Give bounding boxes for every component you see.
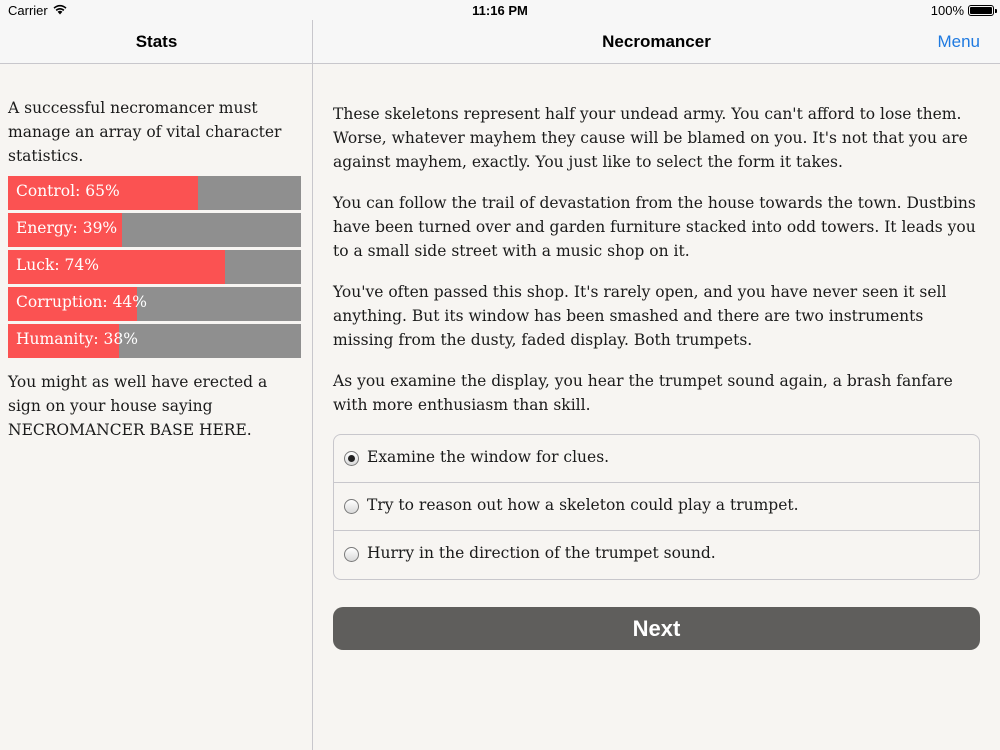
stats-intro: A successful necromancer must manage an array of vital character statistics. (8, 99, 282, 165)
stat-label: Corruption: 44% (16, 293, 148, 311)
page-title: Necromancer (602, 32, 711, 51)
clock: 11:16 PM (472, 3, 528, 18)
stat-label: Luck: 74% (16, 256, 99, 274)
radio-button-icon[interactable] (344, 499, 359, 514)
stat-label: Humanity: 38% (16, 330, 138, 348)
battery-icon (968, 5, 994, 16)
stats-sidebar (0, 65, 312, 750)
stat-bar-corruption (8, 287, 301, 321)
stat-bar-luck (8, 250, 301, 284)
next-button[interactable]: Next (333, 607, 980, 650)
story-pane (313, 65, 1000, 750)
choice-option[interactable] (334, 435, 979, 483)
sidebar-nav-bar (0, 20, 313, 64)
sidebar-title: Stats (135, 32, 178, 51)
stat-label: Control: 65% (16, 182, 120, 200)
choice-label[interactable]: Try to reason out how a skeleton could play a trumpet. (367, 496, 799, 514)
stat-bar-humanity (8, 324, 301, 358)
story-paragraph: You've often passed this shop. It's rarely open, and you have never seen it sell anything. But its window has been smashed and there are two instruments missing from the dusty, faded display. Both trumpets. (333, 283, 947, 349)
stats-outro: You might as well have erected a sign on your house saying NECROMANCER BASE HERE. (8, 373, 268, 439)
radio-button-icon[interactable] (344, 451, 359, 466)
story-paragraph: You can follow the trail of devastation from the house towards the town. Dustbins have been turned over and garden furniture stacked into odd towers. It leads you to a small side street with a music shop on it. (333, 194, 976, 260)
stat-bar-energy (8, 213, 301, 247)
choice-label[interactable]: Examine the window for clues. (367, 448, 610, 466)
battery-percentage: 100% (930, 3, 964, 18)
status-bar (0, 0, 1000, 20)
stat-label: Energy: 39% (16, 219, 118, 237)
choice-option[interactable] (334, 483, 979, 531)
choice-list (333, 434, 980, 580)
menu-button[interactable]: Menu (937, 32, 980, 51)
carrier-label: Carrier (8, 3, 48, 18)
story-paragraph: These skeletons represent half your undead army. You can't afford to lose them. Worse, whatever mayhem they cause will be blamed on you. It's not that you are against mayhem, exactly. You just like to select the form it takes. (333, 105, 968, 171)
choice-label[interactable]: Hurry in the direction of the trumpet sound. (367, 544, 716, 562)
story-paragraph: As you examine the display, you hear the trumpet sound again, a brash fanfare with more enthusiasm than skill. (333, 372, 953, 414)
radio-button-icon[interactable] (344, 547, 359, 562)
stat-bars (8, 176, 304, 358)
main-nav-bar (313, 20, 1000, 64)
choice-option[interactable] (334, 531, 979, 579)
stat-bar-control (8, 176, 301, 210)
